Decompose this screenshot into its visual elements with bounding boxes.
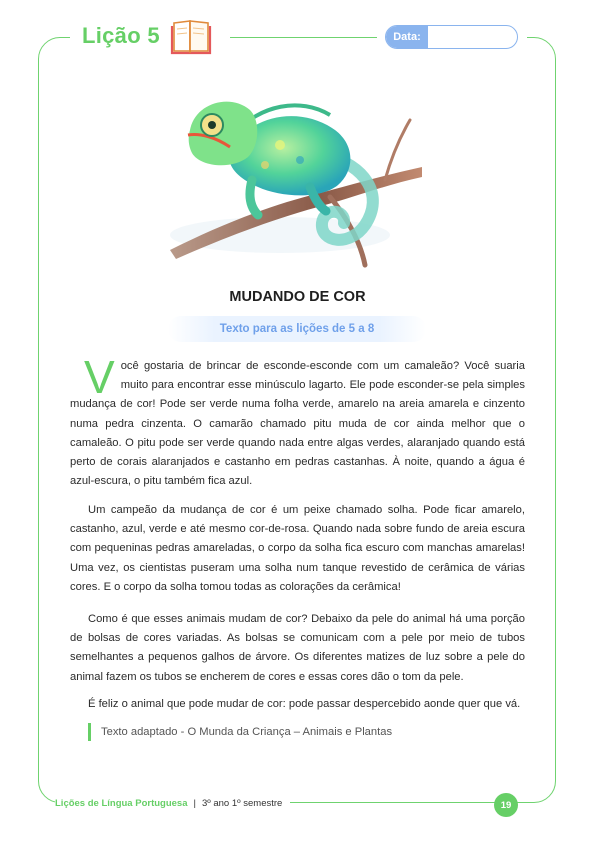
chameleon-illustration	[160, 75, 425, 270]
paragraph-3-text: Como é que esses animais mudam de cor? Debaixo da pele do animal há uma porção de bolsas de cores variadas. As bolsas se comunicam com a pele por meio de tubos semelhantes a pequenos galhos de árvore. Os diferentes matizes de luz sobre a pele do animal fazem os tubos se encherem de cores e essas cores dão o tom da pele.	[70, 613, 525, 683]
lesson-title: Lição 5	[82, 23, 160, 48]
paragraph-2-text: Um campeão da mudança de cor é um peixe chamado solha. Pode ficar amarelo, castanho, azul, verde e até mesmo cor-de-rosa. Quando nada sobre fundo de areia escura com pequeninas pedras amareladas, o corpo da solha fica escuro com manchas amarelas! Uma vez, os cientistas puseram uma solha num tanque revestido de cerâmica de várias cores. E o corpo da solha tomou todas as colorações da cerâmica!	[70, 504, 525, 593]
open-book-icon	[168, 17, 214, 60]
footer	[55, 795, 290, 811]
drop-cap: V	[84, 351, 115, 403]
paragraph-3	[70, 610, 525, 687]
paragraph-1-text: ocê gostaria de brincar de esconde-esconde com um camaleão? Você suaria muito para encontrar esse minúsculo lagarto. Ele pode esconder-se pela simples mudança de cor! Pode ser verde numa folha verde, amarelo na areia amarela e cinzento numa pedra cinzenta. O camarão chamado pitu muda de cor ainda melhor que o camaleão. O pitu pode ser verde quando nada entre algas verdes, alaranjado quando está perto de corais alaranjados e castanho em pedras castanhas. À noite, quando a água é azul-escura, o pitu também fica azul.	[70, 360, 525, 488]
story-subtitle: Texto para as lições de 5 a 8	[168, 316, 426, 342]
date-field[interactable]	[385, 25, 518, 49]
paragraph-1	[70, 351, 525, 491]
footer-grade: 3º ano 1º semestre	[201, 797, 283, 809]
paragraph-2	[70, 501, 525, 597]
date-label: Data:	[386, 26, 428, 48]
paragraph-4-text: É feliz o animal que pode mudar de cor: pode passar despercebido aonde quer que vá.	[88, 698, 521, 710]
date-input[interactable]	[430, 27, 516, 47]
paragraph-4	[70, 695, 525, 714]
page-number-badge: 19	[494, 793, 518, 817]
story-title: MUDANDO DE COR	[229, 289, 366, 305]
source-citation: Texto adaptado - O Munda da Criança – Animais e Plantas	[88, 723, 392, 741]
footer-book-title: Lições de Língua Portuguesa	[55, 797, 188, 809]
footer-separator: |	[193, 797, 196, 809]
